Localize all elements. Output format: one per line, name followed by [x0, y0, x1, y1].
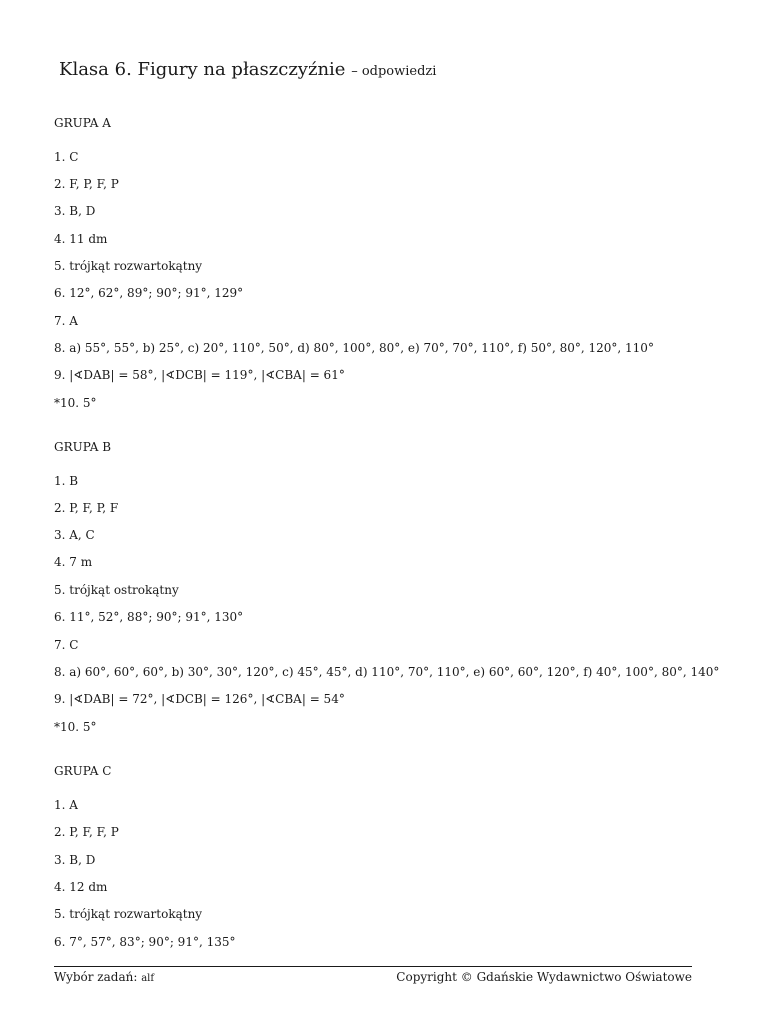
- group-c-answer-3: 3. B, D: [54, 853, 96, 867]
- group-b-heading: GRUPA B: [54, 440, 112, 454]
- group-a-answer-7: 7. A: [54, 314, 78, 328]
- group-c-answer-2: 2. P, F, F, P: [54, 825, 119, 839]
- group-b-answer-9: 9. |∢DAB| = 72°, |∢DCB| = 126°, |∢CBA| = 54°: [54, 692, 345, 706]
- group-b-answer-6: 6. 11°, 52°, 88°; 90°; 91°, 130°: [54, 610, 244, 624]
- footer-task-selection: [54, 969, 154, 987]
- group-a-answer-9: 9. |∢DAB| = 58°, |∢DCB| = 119°, |∢CBA| = 61°: [54, 368, 345, 382]
- footer-task-selection-value: alf: [141, 973, 155, 984]
- group-c-heading: GRUPA C: [54, 764, 112, 778]
- title-subtitle: – odpowiedzi: [351, 64, 437, 79]
- group-a-answer-10: *10. 5°: [54, 396, 97, 410]
- group-c-answer-1: 1. A: [54, 798, 78, 812]
- group-a-answer-8: 8. a) 55°, 55°, b) 25°, c) 20°, 110°, 50°, d) 80°, 100°, 80°, e) 70°, 70°, 110°, f) 50°, 80°, 120°, 110°: [54, 341, 654, 355]
- group-b-answer-10: *10. 5°: [54, 720, 97, 734]
- group-c-answer-4: 4. 12 dm: [54, 880, 108, 894]
- footer-divider: [54, 966, 692, 967]
- group-b-answer-7: 7. C: [54, 638, 79, 652]
- footer-task-selection-label: Wybór zadań:: [54, 970, 138, 984]
- group-a-answer-1: 1. C: [54, 150, 79, 164]
- group-a-answer-5: 5. trójkąt rozwartokątny: [54, 259, 203, 273]
- group-b-answer-4: 4. 7 m: [54, 555, 93, 569]
- page-title: [59, 58, 436, 84]
- group-a-answer-4: 4. 11 dm: [54, 232, 108, 246]
- group-a-answer-2: 2. F, P, F, P: [54, 177, 119, 191]
- group-a-answer-3: 3. B, D: [54, 204, 96, 218]
- group-b-answer-3: 3. A, C: [54, 528, 95, 542]
- title-text: Klasa 6. Figury na płaszczyźnie: [59, 59, 346, 80]
- group-c-answer-6: 6. 7°, 57°, 83°; 90°; 91°, 135°: [54, 935, 236, 949]
- group-c-answer-5: 5. trójkąt rozwartokątny: [54, 907, 203, 921]
- group-a-answer-6: 6. 12°, 62°, 89°; 90°; 91°, 129°: [54, 286, 244, 300]
- group-b-answer-1: 1. B: [54, 474, 79, 488]
- group-a-heading: GRUPA A: [54, 116, 111, 130]
- group-b-answer-2: 2. P, F, P, F: [54, 501, 119, 515]
- footer-copyright: Copyright © Gdańskie Wydawnictwo Oświatowe: [396, 970, 692, 984]
- group-b-answer-8: 8. a) 60°, 60°, 60°, b) 30°, 30°, 120°, c) 45°, 45°, d) 110°, 70°, 110°, e) 60°, 60°, 120°, f) 40°, 100°, 80°, 140°: [54, 665, 720, 679]
- group-b-answer-5: 5. trójkąt ostrokątny: [54, 583, 179, 597]
